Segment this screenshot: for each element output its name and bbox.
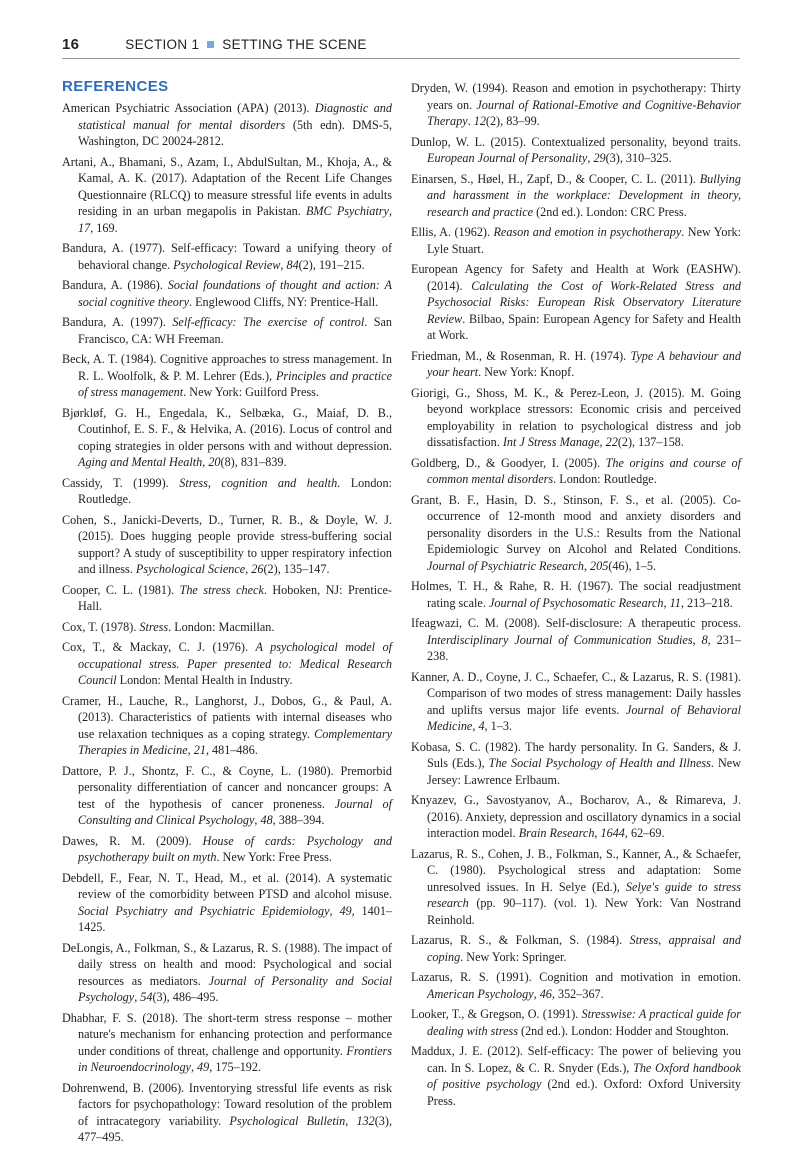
reference-entry — [411, 1043, 741, 1109]
reference-italic-segment: Principles and practice of stress management — [78, 368, 392, 399]
reference-text-segment: , — [187, 743, 194, 757]
reference-text-segment: Knyazev, G., Savostyanov, A., Bocharov, A., & Rimareva, J. (2016). Anxiety, depression and oscillatory dynamics in a social interaction model. — [411, 793, 741, 840]
reference-entry — [62, 512, 392, 578]
reference-text-segment: . London: Routledge. — [553, 472, 657, 486]
reference-italic-segment: Journal of Consulting and Clinical Psychology — [78, 796, 392, 827]
reference-text-segment: . New York: Guilford Press. — [183, 385, 319, 399]
reference-italic-segment: 29 — [593, 151, 606, 165]
reference-text-segment: Dattore, P. J., Shontz, F. C., & Coyne, L. (1980). Premorbid personality differentiation of cancer and noncancer groups: A test of the hypothesis of cancer proneness. — [62, 763, 392, 811]
reference-italic-segment: Self-efficacy: The exercise of control — [172, 315, 365, 329]
reference-text-segment: DeLongis, A., Folkman, S., & Lazarus, R. S. (1988). The impact of daily stress on health and mood: Psychological and social resources as mediators. — [62, 940, 392, 988]
reference-text-segment: , — [254, 813, 261, 827]
reference-text-segment: , 231–238. — [427, 632, 741, 663]
reference-italic-segment: Type A behaviour and your heart — [427, 348, 741, 379]
references-heading: REFERENCES — [62, 78, 169, 95]
reference-text-segment: , — [134, 990, 141, 1004]
reference-text-segment: Bandura, A. (1997). — [62, 315, 173, 329]
reference-entry — [62, 763, 392, 829]
reference-italic-segment: Journal of Psychosomatic Research — [488, 595, 664, 610]
reference-text-segment: , 169. — [90, 220, 118, 235]
reference-italic-segment: Complementary Therapies in Medicine — [78, 726, 392, 757]
reference-italic-segment: Diagnostic and statistical manual for mental disorders — [78, 101, 392, 132]
reference-text-segment: European Agency for Safety and Health at Work (EASHW). (2014). — [411, 262, 741, 293]
reference-text-segment: Cohen, S., Janicki-Deverts, D., Turner, R. B., & Doyle, W. J. (2015). Does hugging people provide stress-buffering social support? A study of susceptibility to upper respiratory infection and illness. — [62, 512, 392, 576]
reference-italic-segment: Calculating the Cost of Work-Related Stress and Psychosocial Risks: European Risk Observatory Literature Review — [427, 278, 742, 326]
reference-entry — [62, 870, 392, 936]
reference-text-segment: Giorigi, G., Shoss, M. K., & Perez-Leon, J. (2015). M. Going beyond workplace stressors: Economic crisis and perceived employability in relation to psychological distress and job dissatisfaction. — [411, 385, 741, 449]
reference-italic-segment: European Journal of Personality — [427, 151, 588, 165]
reference-text-segment: Ifeagwazi, C. M. (2008). Self-disclosure: A therapeutic process. — [411, 616, 741, 630]
reference-text-segment: , — [329, 903, 340, 918]
reference-text-segment: Friedman, M., & Rosenman, R. H. (1974). — [411, 348, 631, 363]
reference-text-segment: . Hoboken, NJ: Prentice-Hall. — [78, 582, 392, 613]
reference-italic-segment: Stresswise: A practical guide for dealing with stress — [427, 1007, 741, 1038]
reference-italic-segment: 205 — [590, 558, 609, 573]
reference-italic-segment: 48 — [260, 813, 273, 827]
reference-text-segment: , — [472, 719, 479, 733]
reference-italic-segment: 84 — [286, 257, 299, 272]
reference-italic-segment: Social Psychiatry and Psychiatric Epidemiology — [78, 903, 330, 918]
reference-column-right — [411, 80, 741, 1113]
reference-entry — [411, 80, 741, 130]
reference-text-segment: , 213–218. — [680, 595, 733, 610]
reference-entry — [62, 351, 392, 401]
reference-text-segment: Dohrenwend, B. (2006). Inventorying stressful life events as risk factors for psychopathology: Toward resolution of the problem of intracategory variability. — [62, 1080, 392, 1128]
reference-entry — [411, 669, 741, 735]
reference-italic-segment: Journal of Psychiatric Research — [427, 558, 584, 573]
reference-entry — [62, 314, 392, 347]
reference-column-left — [62, 100, 392, 1150]
reference-entry — [62, 154, 392, 237]
reference-italic-segment: 49 — [339, 903, 352, 918]
reference-italic-segment: Int J Stress Manage — [502, 435, 600, 449]
reference-entry — [62, 405, 392, 471]
reference-entry — [62, 940, 392, 1006]
reference-text-segment: (3), 310–325. — [605, 151, 672, 165]
reference-italic-segment: Stress — [139, 619, 169, 634]
reference-italic-segment: The stress check — [179, 582, 264, 597]
reference-text-segment: Maddux, J. E. (2012). Self-efficacy: The power of believing you can. In S. Lopez, & C. R. Snyder (Eds.), — [411, 1044, 741, 1075]
reference-text-segment: Cox, T. (1978). — [62, 619, 140, 634]
reference-italic-segment: Psychological Review — [173, 257, 281, 272]
reference-text-segment: , — [345, 1113, 357, 1128]
reference-text-segment: , 388–394. — [272, 813, 325, 827]
reference-text-segment: Debdell, F., Fear, N. T., Head, M., et al. (2014). A systematic review of the comorbidity between PTSD and alcohol misuse. — [62, 870, 392, 901]
reference-italic-segment: 8 — [701, 632, 708, 647]
square-bullet-icon — [207, 41, 214, 48]
reference-italic-segment: American Psychology — [427, 986, 534, 1001]
reference-entry — [411, 932, 741, 965]
reference-text-segment: . New York: Springer. — [460, 949, 567, 964]
reference-text-segment: (2), 83–99. — [485, 114, 540, 128]
reference-entry — [411, 578, 741, 611]
reference-italic-segment: Brain Research — [518, 826, 595, 840]
reference-entry — [62, 693, 392, 759]
reference-italic-segment: Aging and Mental Health — [78, 455, 203, 469]
reference-entry — [62, 100, 392, 150]
reference-italic-segment: 21 — [193, 743, 206, 757]
reference-italic-segment: Frontiers in Neuroendocrinology — [78, 1043, 392, 1074]
reference-italic-segment: Psychological Bulletin — [229, 1113, 346, 1128]
reference-text-segment: Kanner, A. D., Coyne, J. C., Schaefer, C., & Lazarus, R. S. (1981). Comparison of two modes of stress management: Daily hassles and uplifts versus major life events. — [411, 669, 741, 717]
reference-entry — [411, 348, 741, 381]
reference-entry — [411, 224, 741, 257]
reference-text-segment: Dryden, W. (1994). Reason and emotion in psychotherapy: Thirty years on. — [411, 81, 741, 112]
reference-text-segment: Holmes, T. H., & Rahe, R. H. (1967). The social readjustment rating scale. — [411, 579, 741, 610]
reference-entry — [411, 792, 741, 842]
reference-text-segment: (pp. 90–117). (vol. 1). New York: Van Nostrand Reinhold. — [427, 896, 741, 927]
reference-text-segment: London: Mental Health in Industry. — [116, 673, 293, 687]
reference-entry — [62, 1080, 392, 1146]
reference-italic-segment: Selye's guide to stress research — [427, 879, 742, 910]
reference-italic-segment: 17 — [78, 220, 91, 235]
reference-text-segment: Bandura, A. (1977). Self-efficacy: Toward a unifying theory of behavioral change. — [62, 241, 392, 272]
reference-entry — [411, 385, 741, 451]
reference-text-segment: , — [190, 1060, 198, 1074]
reference-text-segment: , — [280, 257, 287, 272]
reference-entry — [62, 833, 392, 866]
reference-text-segment: Goldberg, D., & Goodyer, I. (2005). — [411, 455, 606, 470]
reference-italic-segment: 22 — [605, 435, 618, 449]
reference-italic-segment: 132 — [356, 1113, 375, 1128]
running-head — [62, 36, 740, 53]
reference-italic-segment: 1644 — [600, 826, 625, 840]
reference-text-segment: Bandura, A. (1986). — [62, 278, 168, 292]
reference-text-segment: , 1–3. — [484, 719, 512, 733]
reference-italic-segment: Interdisciplinary Journal of Communication Studies — [427, 632, 693, 647]
reference-text-segment: Ellis, A. (1962). — [411, 225, 494, 239]
reference-text-segment: , 1401–1425. — [78, 903, 393, 934]
reference-text-segment: , 352–367. — [551, 986, 604, 1001]
reference-text-segment: (2nd ed.). London: CRC Press. — [533, 204, 687, 219]
reference-text-segment: Dawes, R. M. (2009). — [62, 833, 203, 848]
reference-italic-segment: The Social Psychology of Health and Illness — [488, 756, 711, 770]
reference-entry — [411, 615, 741, 665]
reference-italic-segment: 49 — [197, 1060, 210, 1074]
reference-text-segment: Bjørkløf, G. H., Engedala, K., Selbæka, G., Maiaf, D. B., Coutinhof, E. S. F., & Helvika, A. (2016). Locus of control and coping strategies in older persons with and without depression. — [62, 405, 392, 453]
reference-text-segment: (2nd ed.). London: Hodder and Stoughton. — [517, 1023, 729, 1038]
reference-text-segment: , — [599, 435, 606, 449]
reference-text-segment: (46), 1–5. — [608, 558, 657, 573]
reference-entry — [62, 1010, 392, 1076]
reference-text-segment: , — [692, 632, 702, 647]
reference-text-segment: , — [533, 986, 540, 1001]
reference-entry — [411, 171, 741, 221]
reference-text-segment: , — [583, 558, 591, 573]
reference-text-segment: Artani, A., Bhamani, S., Azam, I., AbdulSultan, M., Khoja, A., & Kamal, A. K. (2017). Adaptation of the Recent Life Changes Questionnaire (RLCQ) to measure stressful life events in adults residing in an urban megapolis in Pakistan. — [62, 154, 392, 218]
reference-text-segment: , — [594, 826, 601, 840]
reference-text-segment: (2nd ed.). Oxford: Oxford University Press. — [427, 1077, 741, 1108]
reference-italic-segment: 46 — [539, 986, 552, 1001]
reference-text-segment: . Englewood Cliffs, NY: Prentice-Hall. — [189, 294, 379, 309]
reference-entry — [411, 846, 741, 929]
reference-text-segment: . New York: Free Press. — [216, 850, 332, 864]
reference-text-segment: . — [467, 114, 474, 128]
reference-text-segment: Grant, B. F., Hasin, D. S., Stinson, F. S., et al. (2005). Co-occurrence of 12-month mood and anxiety disorders and personality disorders in the U.S.: Results from the National Epidemiologic Survey on Alcohol and Related Conditions. — [411, 492, 741, 556]
reference-entry — [411, 1006, 741, 1039]
reference-text-segment: . New York: Lyle Stuart. — [427, 225, 741, 256]
reference-text-segment: Kobasa, S. C. (1982). The hardy personality. In G. Sanders, & J. Suls (Eds.), — [411, 739, 741, 770]
reference-text-segment: (5th edn). DMS-5, Washington, DC 20024-2812. — [78, 117, 393, 148]
reference-italic-segment: Stress, cognition and health — [179, 475, 338, 490]
reference-entry — [411, 969, 741, 1002]
chapter-title: SETTING THE SCENE — [222, 37, 367, 52]
reference-entry — [411, 261, 741, 344]
reference-italic-segment: Journal of Personality and Social Psychology — [78, 973, 393, 1004]
reference-italic-segment: 20 — [208, 455, 221, 469]
reference-text-segment: , 481–486. — [205, 743, 258, 757]
reference-text-segment: Dhabhar, F. S. (2018). The short-term stress response – mother nature's mechanism for enhancing protection and performance under conditions of threat, challenge and opportunity. — [62, 1010, 392, 1058]
reference-text-segment: . London: Routledge. — [78, 475, 393, 506]
reference-text-segment: (3), 486–495. — [152, 990, 219, 1004]
reference-italic-segment: 54 — [140, 990, 153, 1004]
reference-entry — [411, 134, 741, 167]
reference-italic-segment: Reason and emotion in psychotherapy — [493, 225, 682, 239]
reference-text-segment: Cox, T., & Mackay, C. J. (1976). — [62, 640, 256, 654]
reference-entry — [62, 582, 392, 615]
reference-text-segment: (2), 137–158. — [617, 435, 684, 449]
reference-entry — [62, 475, 392, 508]
reference-italic-segment: A psychological model of occupational stress. Paper presented to: Medical Research Council — [78, 640, 392, 687]
reference-italic-segment: Bullying and harassment in the workplace: Development in theory, research and practice — [427, 171, 741, 219]
reference-text-segment: Cooper, C. L. (1981). — [62, 582, 180, 597]
reference-text-segment: Lazarus, R. S., & Folkman, S. (1984). — [411, 933, 630, 947]
reference-italic-segment: Social foundations of thought and action: A social cognitive theory — [78, 278, 392, 309]
reference-text-segment: , — [245, 562, 252, 576]
reference-italic-segment: The origins and course of common mental disorders — [427, 455, 741, 486]
reference-text-segment: , — [388, 204, 392, 218]
reference-italic-segment: House of cards: Psychology and psychotherapy built on myth — [78, 833, 392, 864]
reference-text-segment: Looker, T., & Gregson, O. (1991). — [411, 1007, 582, 1021]
header-rule — [62, 58, 740, 59]
reference-text-segment: , — [663, 595, 670, 610]
reference-italic-segment: The Oxford handbook of positive psychology — [427, 1060, 741, 1091]
reference-text-segment: Dunlop, W. L. (2015). Contextualized personality, beyond traits. — [411, 134, 741, 149]
reference-text-segment: Cramer, H., Lauche, R., Langhorst, J., Dobos, G., & Paul, A. (2013). Characteristics of patients with internal diseases who use relaxation techniques as a coping strategy. — [62, 693, 392, 741]
section-label: SECTION 1 — [125, 37, 200, 52]
reference-entry — [62, 639, 392, 689]
reference-italic-segment: Stress, appraisal and coping — [427, 933, 741, 964]
reference-text-segment: . London: Macmillan. — [168, 619, 275, 634]
reference-text-segment: . New Jersey: Lawrence Erlbaum. — [427, 756, 742, 787]
reference-italic-segment: Journal of Rational-Emotive and Cognitive-Behavior Therapy — [427, 97, 742, 128]
reference-text-segment: , — [202, 455, 209, 469]
reference-italic-segment: 4 — [478, 719, 485, 733]
reference-entry — [62, 240, 392, 273]
reference-text-segment: . Bilbao, Spain: European Agency for Safety and Health at Work. — [427, 311, 741, 342]
reference-italic-segment: Journal of Behavioral Medicine — [427, 702, 741, 733]
reference-text-segment: Cassidy, T. (1999). — [62, 475, 180, 490]
reference-italic-segment: 26 — [251, 562, 264, 576]
reference-text-segment: (2), 135–147. — [263, 562, 330, 576]
reference-italic-segment: 11 — [669, 595, 681, 610]
reference-text-segment: , — [587, 151, 594, 165]
reference-text-segment: (3), 477–495. — [78, 1113, 392, 1144]
reference-italic-segment: BMC Psychiatry — [305, 204, 389, 218]
reference-entry — [62, 277, 392, 310]
reference-entry — [411, 455, 741, 488]
reference-text-segment: (2), 191–215. — [298, 257, 365, 272]
reference-text-segment: . New York: Knopf. — [478, 365, 575, 379]
reference-text-segment: , 175–192. — [209, 1060, 262, 1074]
reference-entry — [62, 619, 392, 636]
reference-text-segment: (8), 831–839. — [220, 455, 287, 469]
page-number: 16 — [62, 36, 80, 53]
reference-text-segment: Lazarus, R. S. (1991). Cognition and motivation in emotion. — [411, 970, 741, 984]
reference-text-segment: American Psychiatric Association (APA) (2013). — [62, 101, 315, 115]
reference-text-segment: Einarsen, S., Høel, H., Zapf, D., & Cooper, C. L. (2011). — [411, 171, 700, 186]
reference-text-segment: . San Francisco, CA: WH Freeman. — [78, 315, 392, 346]
reference-text-segment: Lazarus, R. S., Cohen, J. B., Folkman, S., Kanner, A., & Schaefer, C. (1980). Psychological stress and adaptation: Some unresolved issues. In H. Selye (Ed.), — [411, 846, 741, 894]
reference-italic-segment: Psychological Science — [135, 562, 246, 576]
reference-entry — [411, 739, 741, 789]
reference-entry — [411, 492, 741, 575]
reference-text-segment: , 62–69. — [624, 826, 665, 840]
reference-text-segment: Beck, A. T. (1984). Cognitive approaches to stress management. In R. L. Woolfolk, & P. M. Lehrer (Eds.), — [62, 352, 392, 383]
reference-italic-segment: 12 — [473, 114, 486, 128]
